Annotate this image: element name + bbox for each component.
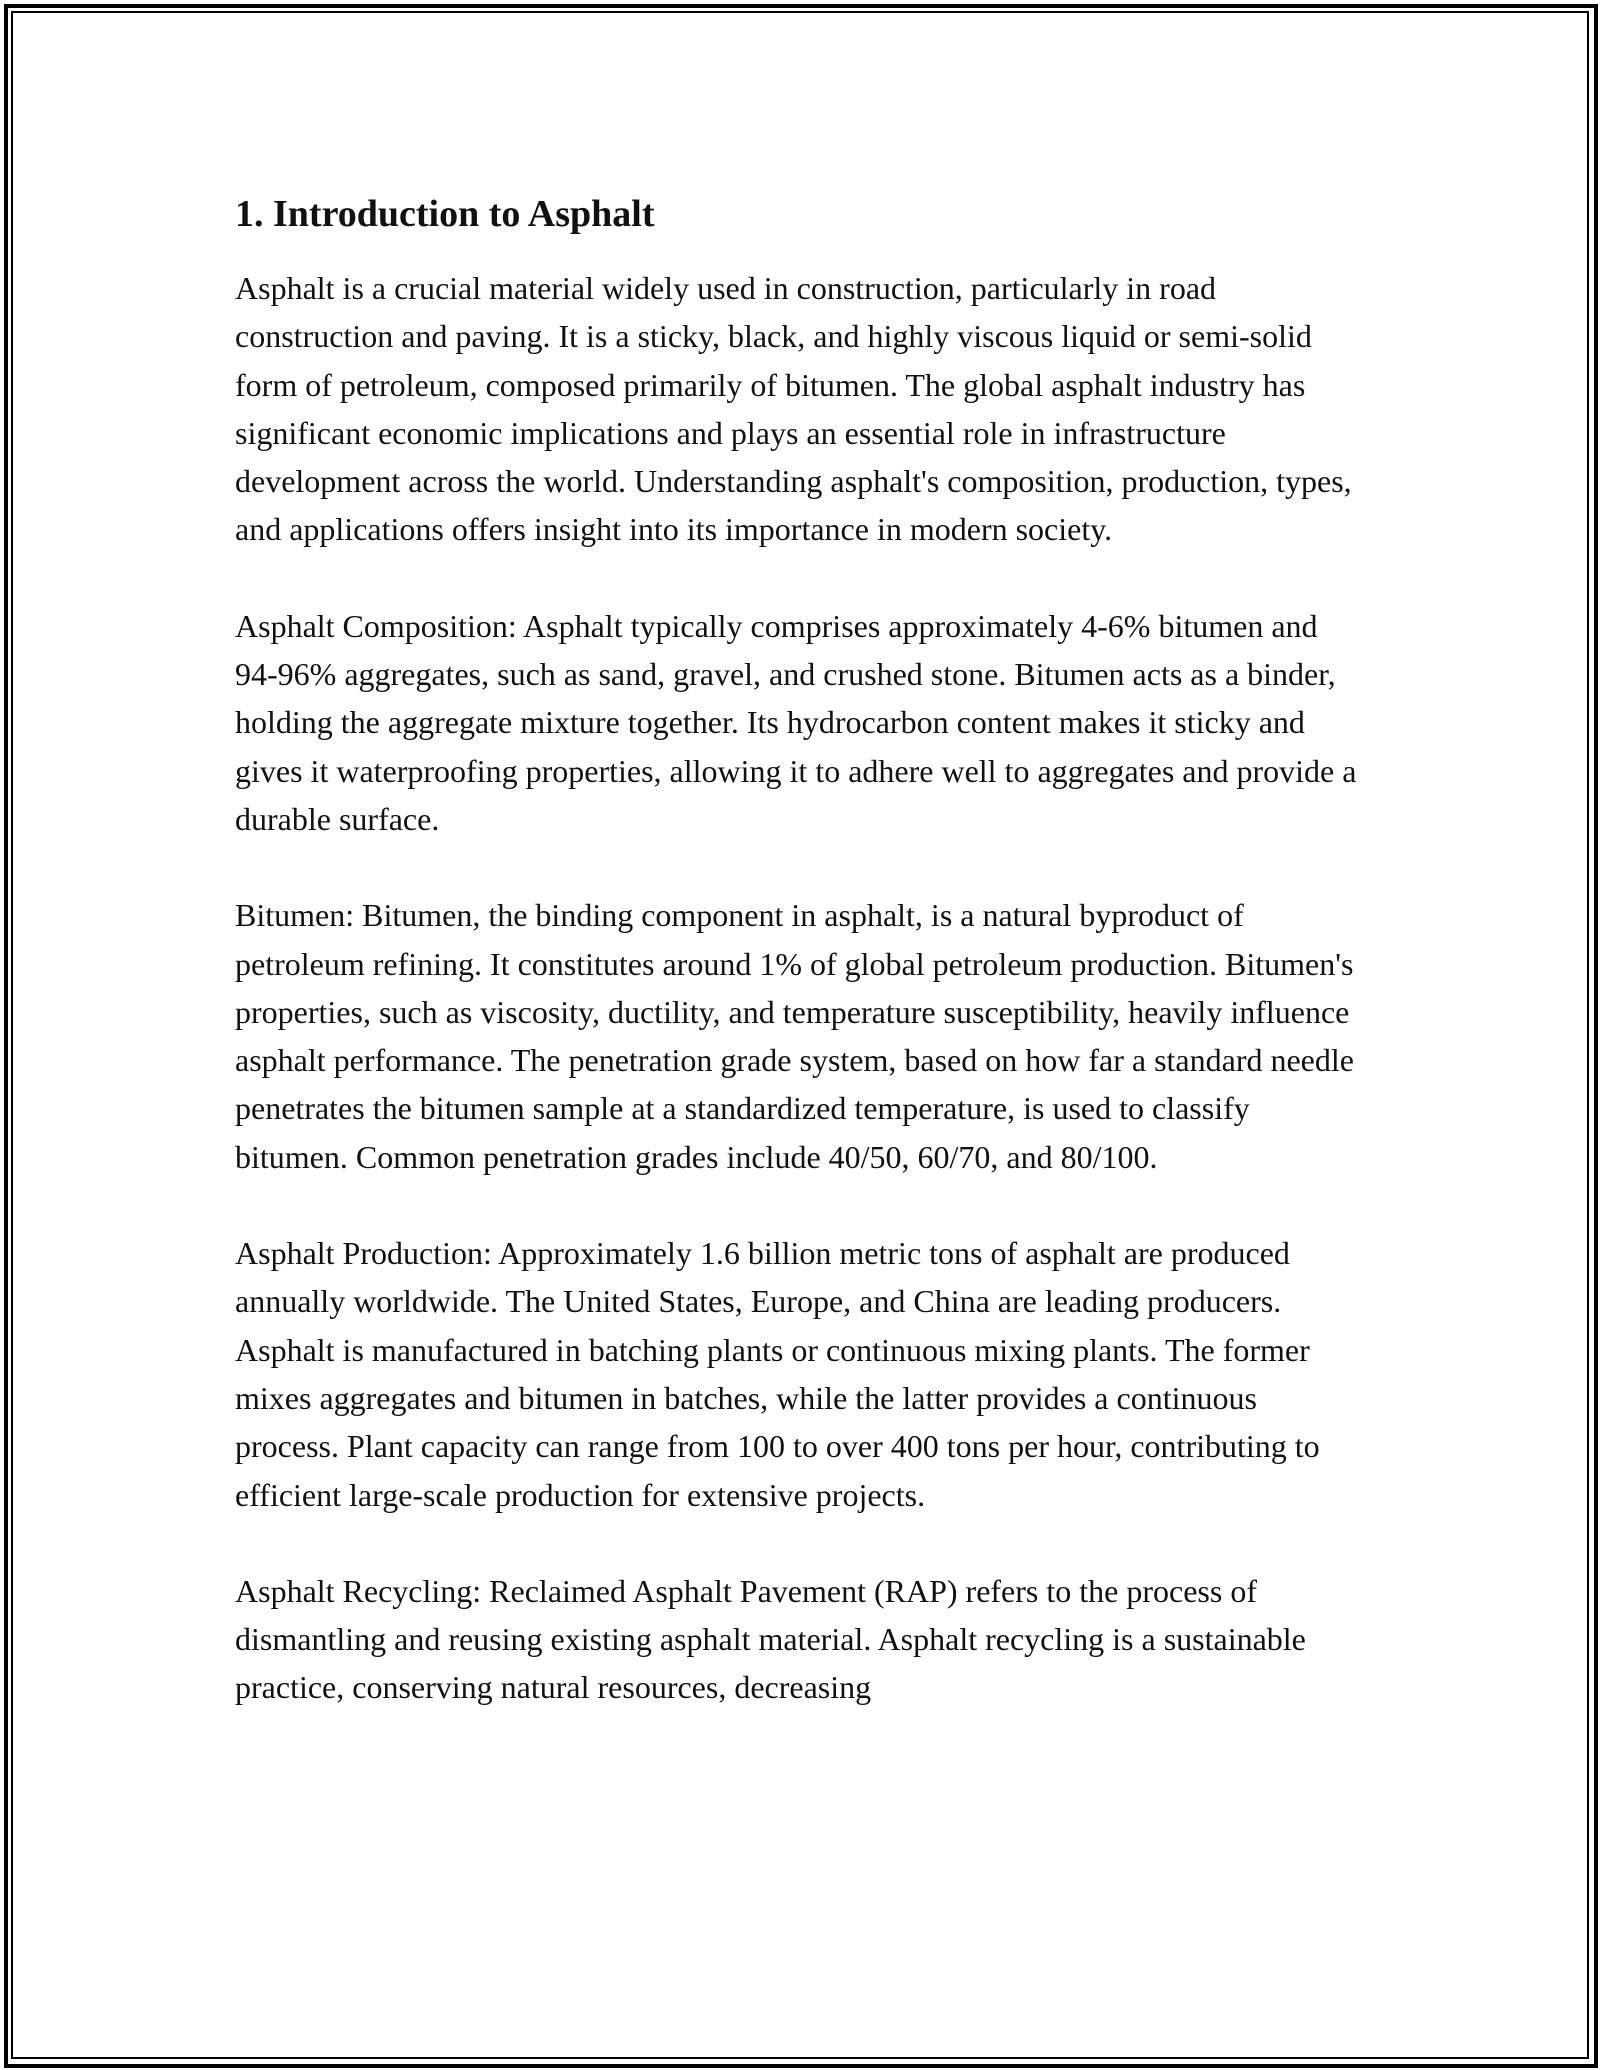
paragraph-asphalt-recycling: Asphalt Recycling: Reclaimed Asphalt Pavement (RAP) refers to the process of dismantling and reusing existing asphalt material. Asphalt recycling is a sustainable practice, conserving natural resources, decreasing bbox=[235, 1572, 1306, 1706]
paragraph-asphalt-composition: Asphalt Composition: Asphalt typically comprises approximately 4-6% bitumen and 94-96% aggregates, such as sand, gravel, and crushed stone. Bitumen acts as a binder, holding the aggregate mixture together. Its hydrocarbon content makes it sticky and gives it waterproofing properties, allowing it to adhere well to aggregates and provide a durable surface. bbox=[235, 607, 1357, 837]
paragraph-bitumen: Bitumen: Bitumen, the binding component in asphalt, is a natural byproduct of petroleum refining. It constitutes around 1% of global petroleum production. Bitumen's properties, such as viscosity, ductility, and temperature susceptibility, heavily influence asphalt performance. The penetration grade system, based on how far a standard needle penetrates the bitumen sample at a standardized temperature, is used to classify bitumen. Common penetration grades include 40/50, 60/70, and 80/100. bbox=[235, 897, 1354, 1175]
document-body bbox=[235, 186, 1365, 1760]
section-heading: 1. Introduction to Asphalt bbox=[235, 193, 655, 235]
paragraph-asphalt-production: Asphalt Production: Approximately 1.6 billion metric tons of asphalt are produced annually worldwide. The United States, Europe, and China are leading producers. Asphalt is manufactured in batching plants or continuous mixing plants. The former mixes aggregates and bitumen in batches, while the latter provides a continuous process. Plant capacity can range from 100 to over 400 tons per hour, contributing to efficient large-scale production for extensive projects. bbox=[235, 1235, 1320, 1513]
paragraph-introduction: Asphalt is a crucial material widely used in construction, particularly in road construction and paving. It is a sticky, black, and highly viscous liquid or semi-solid form of petroleum, composed primarily of bitumen. The global asphalt industry has significant economic implications and plays an essential role in infrastructure development across the world. Understanding asphalt's composition, production, types, and applications offers insight into its importance in modern society. bbox=[235, 270, 1352, 548]
